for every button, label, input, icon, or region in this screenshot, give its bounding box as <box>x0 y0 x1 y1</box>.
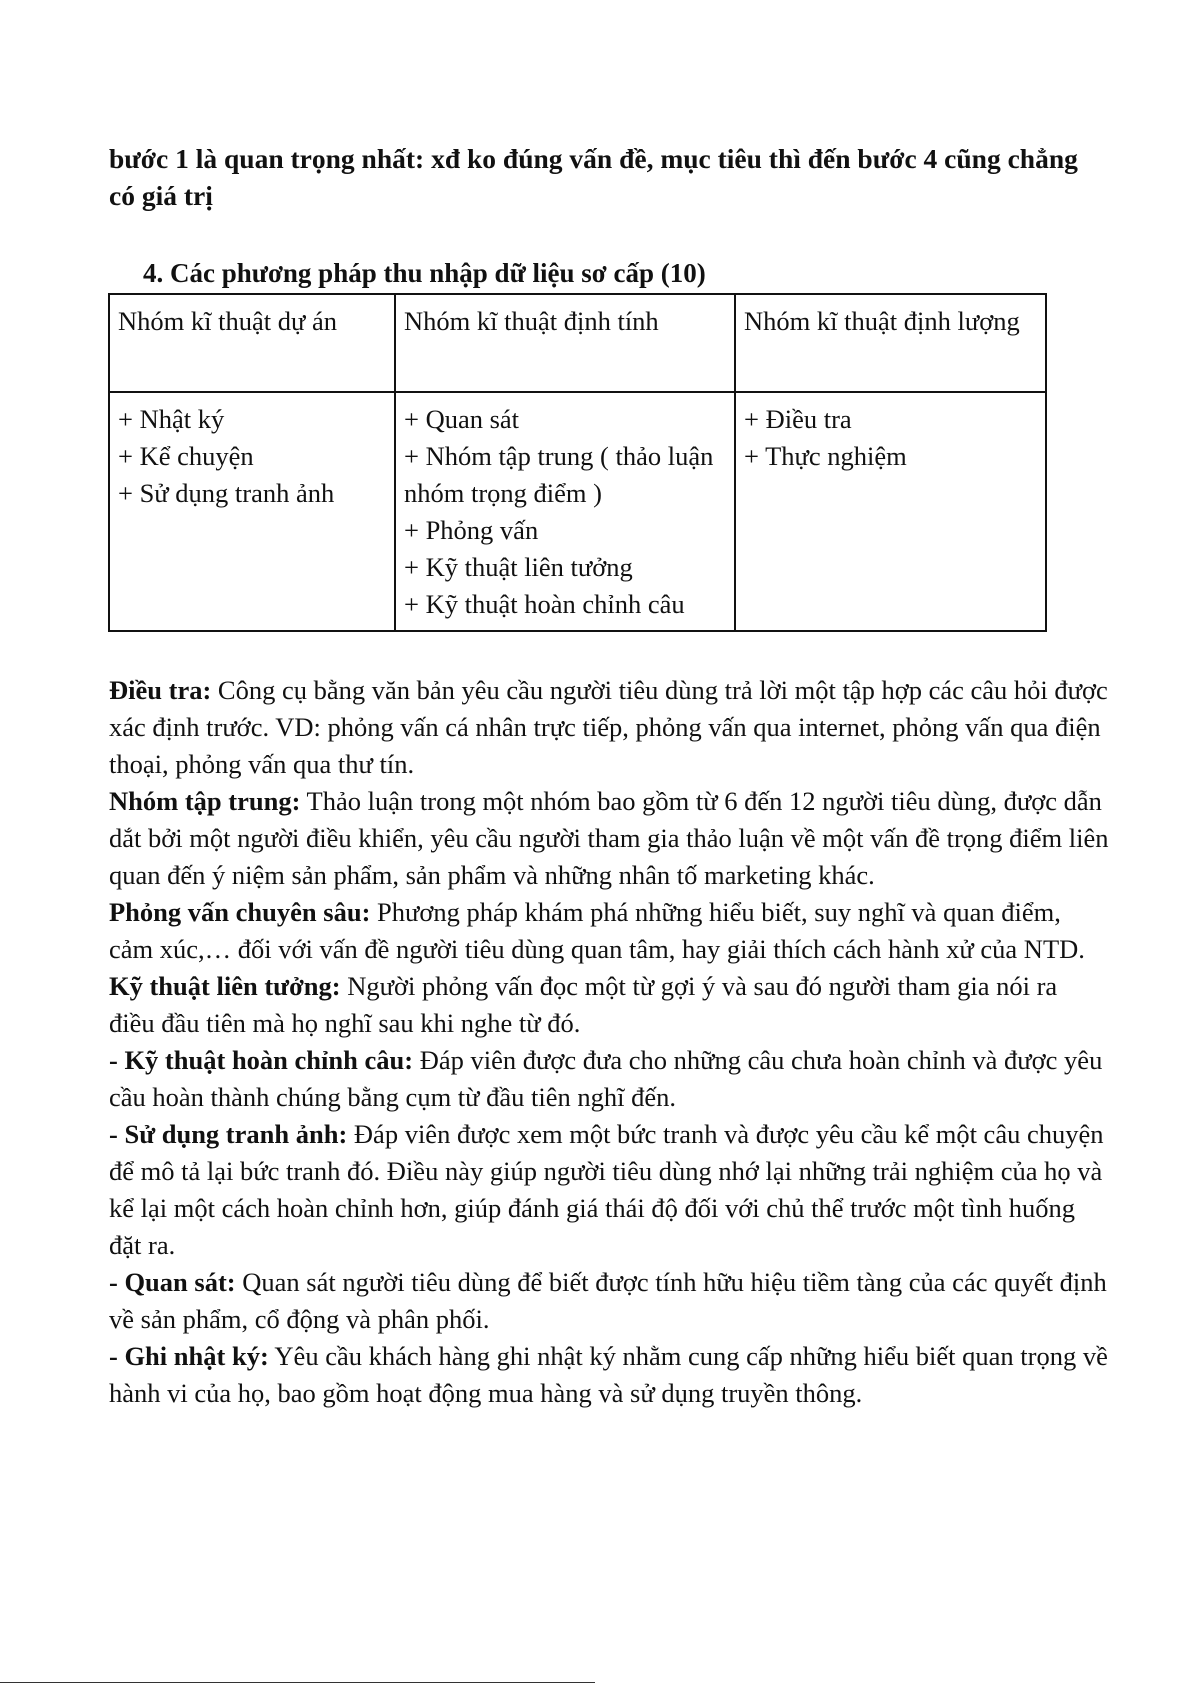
list-item: + Quan sát <box>404 404 520 434</box>
intro-note: bước 1 là quan trọng nhất: xđ ko đúng vấn đề, mục tiêu thì đến bước 4 cũng chẳng có giá trị <box>109 143 1078 211</box>
definition-paragraph <box>109 1042 1109 1116</box>
definition-paragraph <box>109 1264 1109 1338</box>
definition-paragraph <box>109 672 1109 783</box>
definitions-section <box>109 672 1109 1412</box>
definition-term: Điều tra: <box>109 675 212 705</box>
header-quantitative-techniques: Nhóm kĩ thuật định lượng <box>735 294 1046 392</box>
table-row <box>109 392 1046 631</box>
list-item: + Kỹ thuật liên tưởng <box>404 552 633 582</box>
definition-term: - Sử dụng tranh ảnh: <box>109 1119 348 1149</box>
list-item: + Sử dụng tranh ảnh <box>118 478 335 508</box>
header-project-techniques: Nhóm kĩ thuật dự án <box>109 294 395 392</box>
list-item: + Thực nghiệm <box>744 441 907 471</box>
definition-paragraph <box>109 1116 1109 1264</box>
definition-term: - Ghi nhật ký: <box>109 1341 269 1371</box>
definition-text: Đáp viên được đưa cho những câu chưa hoàn chỉnh và được yêu cầu hoàn thành chúng bằng cụm từ đầu tiên nghĩ đến. <box>109 1045 1103 1112</box>
definition-text: Phương pháp khám phá những hiểu biết, suy nghĩ và quan điểm, cảm xúc,… đối với vấn đề người tiêu dùng quan tâm, hay giải thích cách hành xử của NTD. <box>109 897 1085 964</box>
project-techniques-cell <box>109 392 395 631</box>
definition-paragraph <box>109 783 1109 894</box>
definition-text: Công cụ bằng văn bản yêu cầu người tiêu dùng trả lời một tập hợp các câu hỏi được xác định trước. VD: phỏng vấn cá nhân trực tiếp, phỏng vấn qua internet, phỏng vấn qua điện thoại, phỏng vấn qua thư tín. <box>109 675 1108 779</box>
table-header-row <box>109 294 1046 392</box>
definition-term: Nhóm tập trung: <box>109 786 301 816</box>
list-item: + Kể chuyện <box>118 441 254 471</box>
definition-text: Đáp viên được xem một bức tranh và được yêu cầu kể một câu chuyện để mô tả lại bức tranh đó. Điều này giúp người tiêu dùng nhớ lại những trải nghiệm của họ và kể lại một cách hoàn chỉnh hơn, giúp đánh giá thái độ đối với chủ thể trước một tình huống đặt ra. <box>109 1119 1104 1260</box>
list-item: + Điều tra <box>744 404 852 434</box>
section-heading: 4. Các phương pháp thu nhập dữ liệu sơ cấp (10) <box>143 258 706 288</box>
methods-table <box>108 293 1047 632</box>
definition-term: Phỏng vấn chuyên sâu: <box>109 897 371 927</box>
definition-term: - Quan sát: <box>109 1267 236 1297</box>
definition-text: Thảo luận trong một nhóm bao gồm từ 6 đến 12 người tiêu dùng, được dẫn dắt bởi một người điều khiển, yêu cầu người tham gia thảo luận về một vấn đề trọng điểm liên quan đến ý niệm sản phẩm, sản phẩm và những nhân tố marketing khác. <box>109 786 1109 890</box>
definition-paragraph <box>109 968 1109 1042</box>
list-item: + Kỹ thuật hoàn chỉnh câu <box>404 589 685 619</box>
definition-term: - Kỹ thuật hoàn chỉnh câu: <box>109 1045 414 1075</box>
definition-text: Người phỏng vấn đọc một từ gợi ý và sau đó người tham gia nói ra điều đầu tiên mà họ nghĩ sau khi nghe từ đó. <box>109 971 1058 1038</box>
quantitative-techniques-cell <box>735 392 1046 631</box>
definition-term: Kỹ thuật liên tưởng: <box>109 971 341 1001</box>
qualitative-techniques-cell <box>395 392 735 631</box>
definition-text: Quan sát người tiêu dùng để biết được tính hữu hiệu tiềm tàng của các quyết định về sản phẩm, cổ động và phân phối. <box>109 1267 1107 1334</box>
list-item: + Phỏng vấn <box>404 515 539 545</box>
footer-divider <box>0 1682 595 1683</box>
definition-paragraph <box>109 1338 1109 1412</box>
header-qualitative-techniques: Nhóm kĩ thuật định tính <box>395 294 735 392</box>
list-item: + Nhật ký <box>118 404 225 434</box>
definition-text: Yêu cầu khách hàng ghi nhật ký nhằm cung cấp những hiểu biết quan trọng về hành vi của họ, bao gồm hoạt động mua hàng và sử dụng truyền thông. <box>109 1341 1108 1408</box>
list-item: + Nhóm tập trung ( thảo luận nhóm trọng điểm ) <box>404 441 714 508</box>
definition-paragraph <box>109 894 1109 968</box>
